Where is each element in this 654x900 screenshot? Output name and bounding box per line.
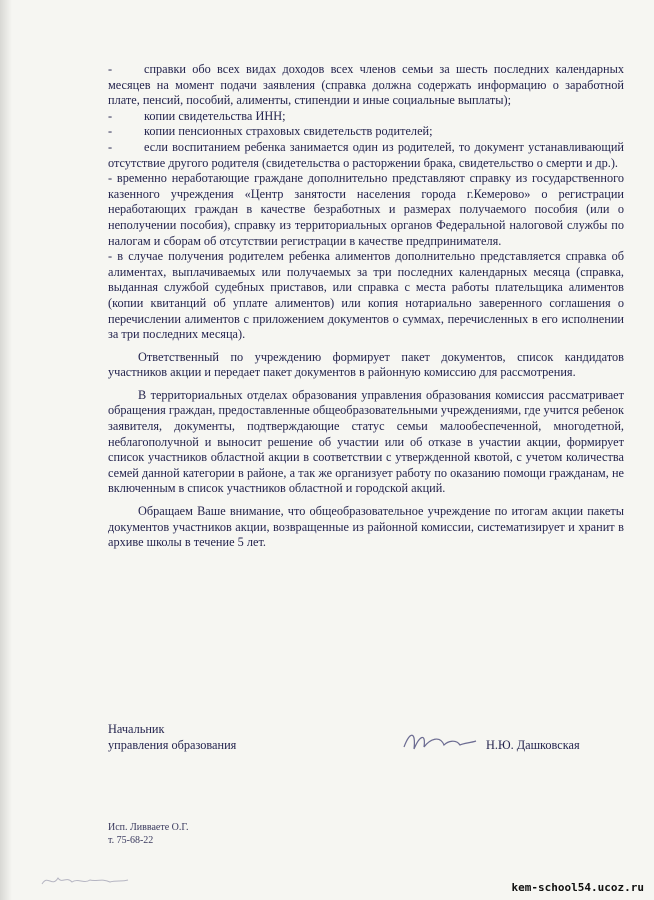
scan-edge-shadow: [0, 0, 12, 900]
paragraph-responsible: Ответственный по учреждению формирует пакет документов, список кандидатов участников акции и передает пакет документов в районную комиссию для рассмотрения.: [108, 349, 624, 380]
handwritten-note: [40, 868, 130, 892]
list-item: - если воспитанием ребенка занимается один из родителей, то документ устанавливающий отсутствие другого родителя (свидетельства о расторжении брака, свидетельство о смерти и др.).: [108, 139, 624, 170]
executor-info: [108, 821, 189, 847]
list-item: - копии пенсионных страховых свидетельств родителей;: [108, 124, 433, 139]
paragraph-unemployed: - временно неработающие граждане дополнительно представляют справку из государственного казенного учреждения «Центр занятости населения города г.Кемерово» о регистрации неработающих граждан в качестве безработных и размерах получаемого пособия (или о неполучении пособия), справку из территориальных органов Федеральной налоговой службы по налогам и сборам об отсутствии регистрации в качестве предпринимателя.: [108, 171, 624, 248]
signatory-department: управления образования: [108, 738, 237, 752]
document-body: [108, 62, 624, 551]
list-item: - копии свидетельства ИНН;: [108, 108, 286, 123]
paragraph-attention: Обращаем Ваше внимание, что общеобразовательное учреждение по итогам акции пакеты документов участников акции, возвращенные из районной комиссии, систематизирует и хранит в архиве школы в течение 5 лет.: [108, 504, 624, 550]
paragraph-commission: В территориальных отделах образования управления образования комиссия рассматривает обращения граждан, предоставленные общеобразовательными учреждениями, где учится ребенок заявителя, документы, подтверждающие статус семьи малообеспеченной, многодетной, неблагополучной и выносит решение об участии или об отказе в участии акции, формирует список участников областной акции в соответствии с утвержденной квотой, с учетом количества семей данной категории в районе, а так же организует работу по оказанию помощи гражданам, не включенным в список участников областной и городской акций.: [108, 387, 624, 496]
signatory-title: Начальник: [108, 722, 165, 736]
handwritten-signature: [400, 725, 478, 755]
executor-name: Исп. Ливваете О.Г.: [108, 822, 189, 833]
list-item: - справки обо всех видах доходов всех членов семьи за шесть последних календарных месяцев на момент подачи заявления (справка должна содержать информацию о заработной плате, пенсий, пособий, алименты, стипендии и иные социальные выплаты);: [108, 62, 624, 108]
site-watermark: kem-school54.ucoz.ru: [511, 881, 644, 894]
paragraph-alimony: - в случае получения родителем ребенка алиментов дополнительно представляется справка об алиментах, выплачиваемых или получаемых за три последних календарных месяца (справка, выданная службой судебных приставов, или справка с места работы плательщика алиментов (копии квитанций об уплате алиментов) или копия нотариально заверенного соглашения о перечислении алиментов с приложением документов о суммах, перечисленных в его исполнении за три последних месяца).: [108, 249, 624, 342]
signature-block: [108, 721, 608, 753]
signatory-name: Н.Ю. Дашковская: [486, 738, 580, 752]
executor-phone: т. 75-68-22: [108, 835, 154, 846]
